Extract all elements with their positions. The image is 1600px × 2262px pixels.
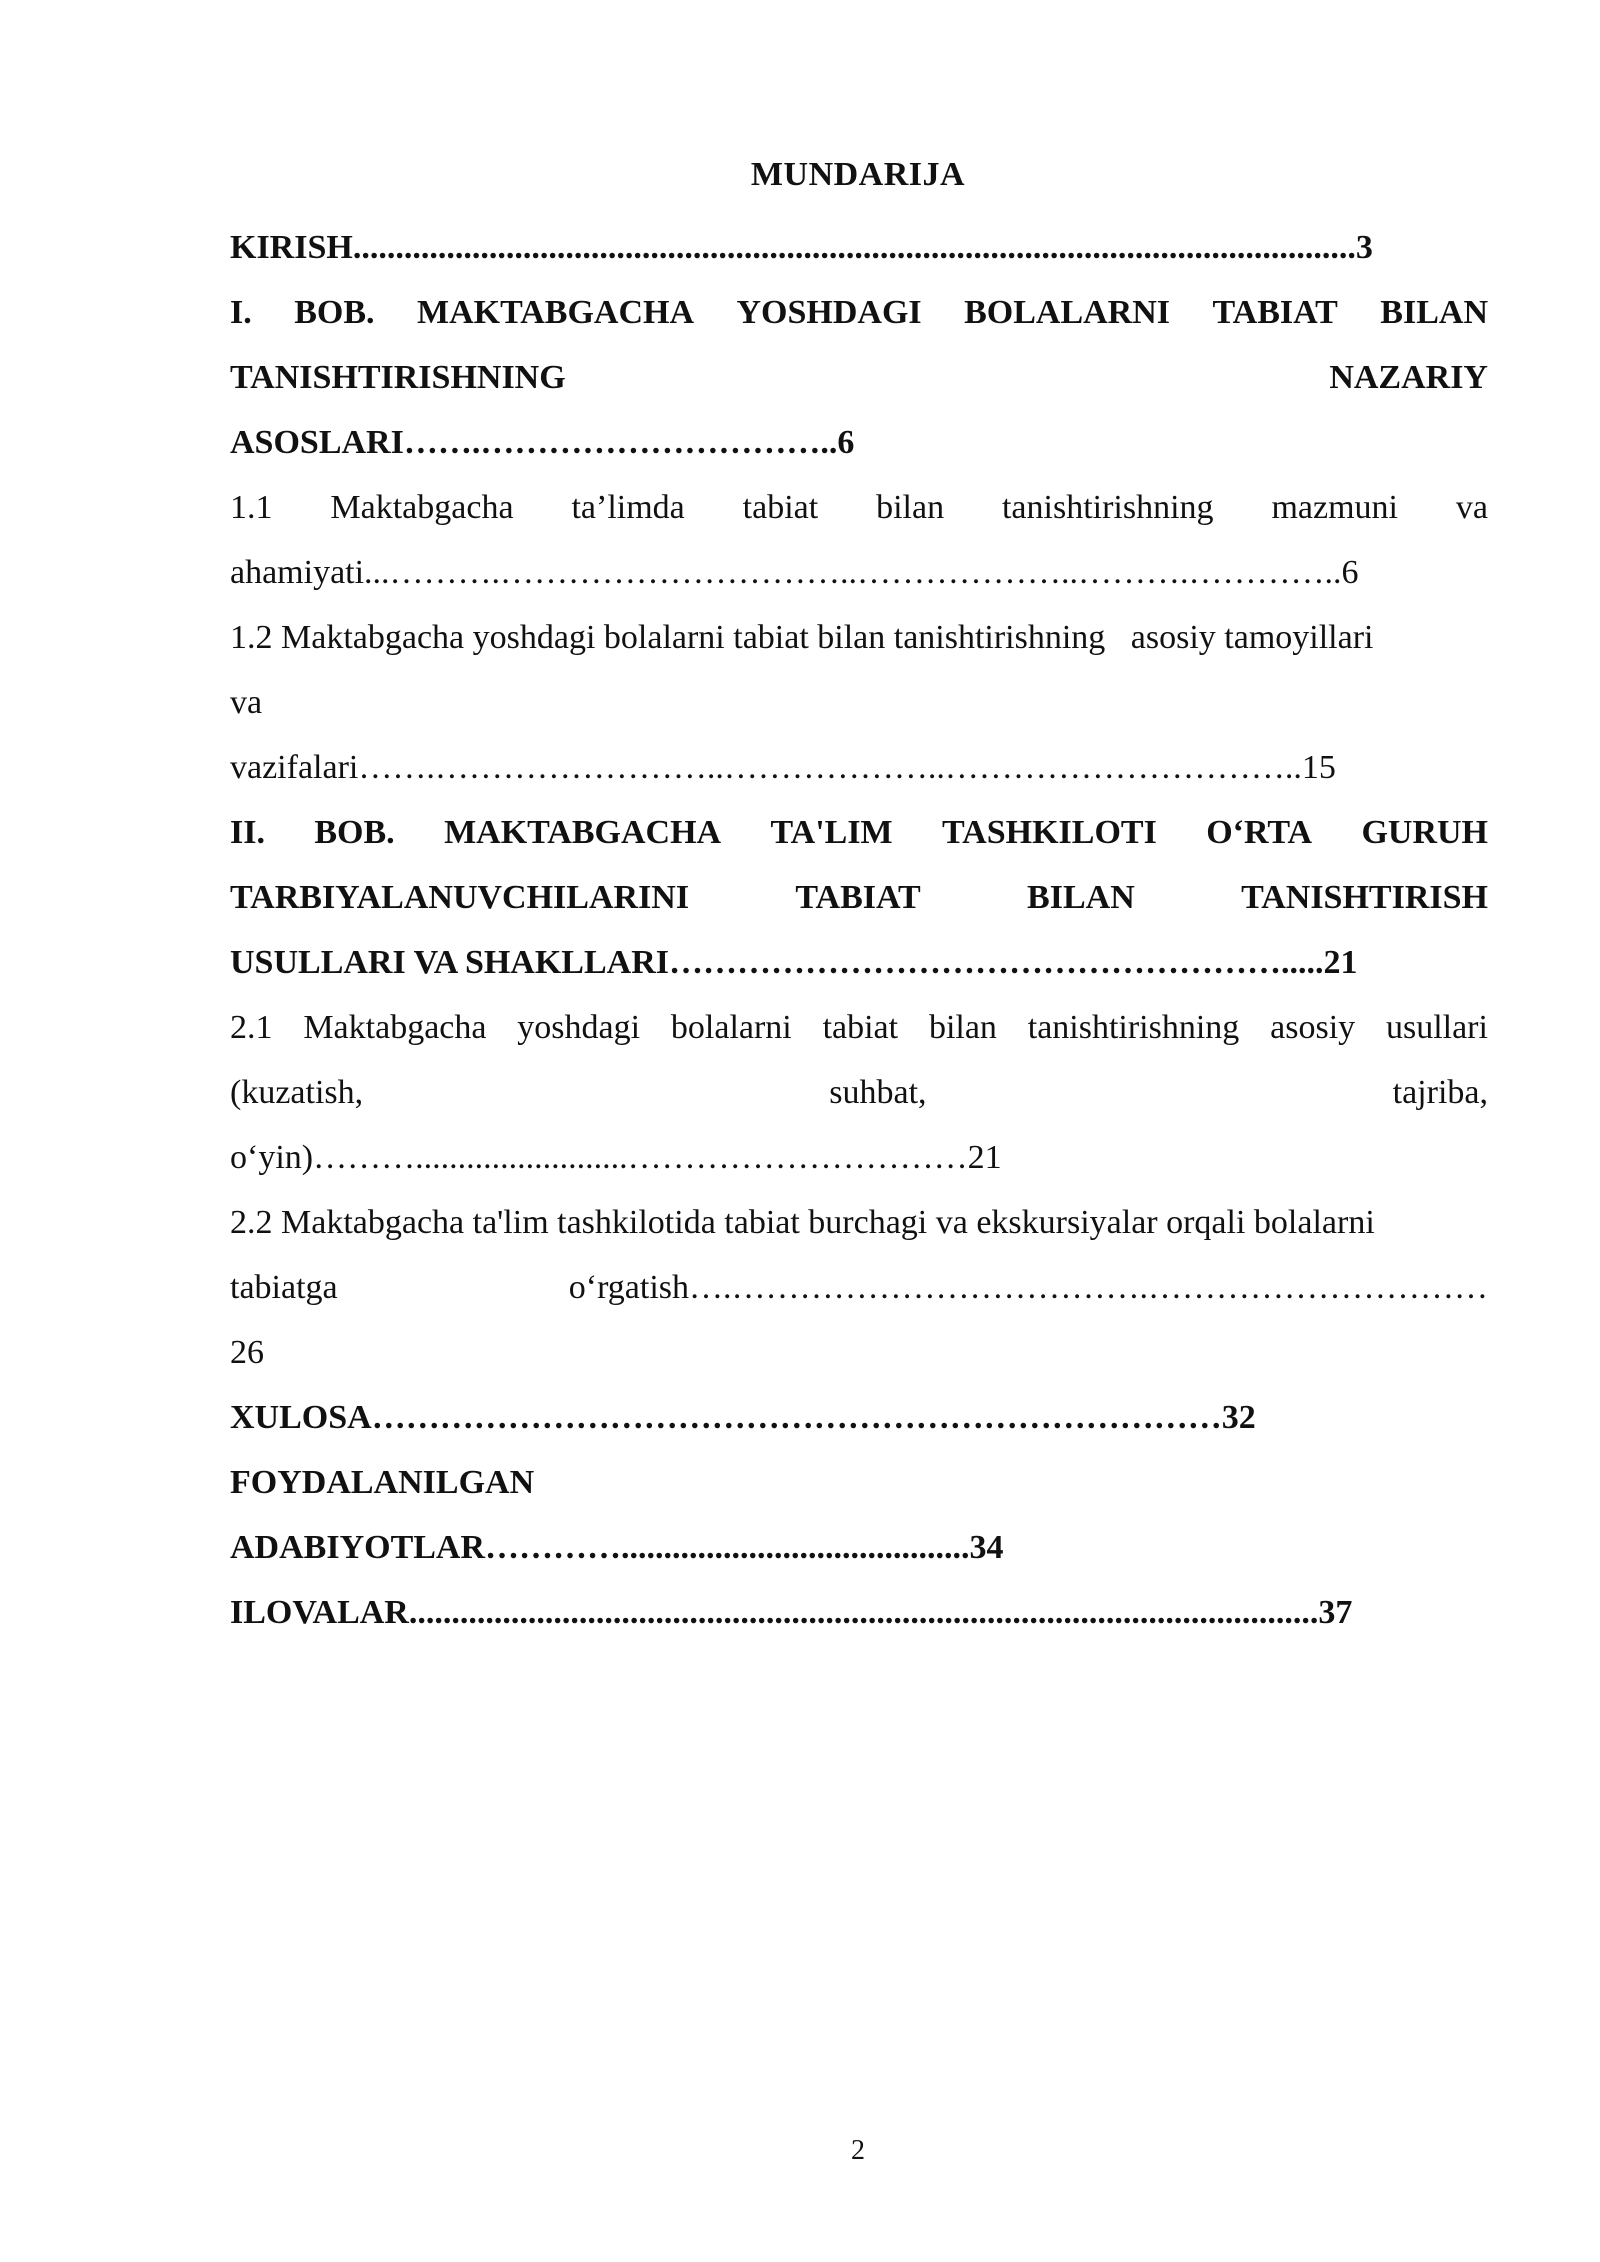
page-title: MUNDARIJA (750, 156, 966, 193)
toc-word: BOB. (294, 294, 375, 331)
page-number: 2 (851, 2135, 865, 2166)
toc-word: MAKTABGACHA (444, 814, 722, 851)
toc-entry-xulosa: XULOSA…………………………………………………………………32 (230, 1399, 1256, 1436)
toc-word: tabiat (742, 489, 819, 526)
toc-word: BOLALARNI (964, 294, 1171, 331)
toc-word: bilan (876, 489, 945, 526)
toc-entry-section-1-2-line-2: va (230, 684, 263, 721)
toc-word: tabiatga (230, 1269, 338, 1306)
toc-word: BILAN (1027, 879, 1135, 916)
toc-entry-section-2-1-line-2 (230, 1060, 1488, 1125)
toc-entry-chapter-1-line-1 (230, 280, 1488, 345)
toc-word: bolalarni (670, 1009, 792, 1046)
toc-word: tanishtirishning (1027, 1009, 1240, 1046)
toc-entry-section-2-1-line-1 (230, 995, 1488, 1060)
toc-word: (kuzatish, (230, 1074, 364, 1111)
toc-entry-chapter-2-line-1 (230, 800, 1488, 865)
toc-word: asosiy (1270, 1009, 1356, 1046)
toc-word: Maktabgacha (303, 1009, 487, 1046)
toc-entry-section-1-1-line-1 (230, 475, 1488, 540)
toc-word: ta’limda (571, 489, 685, 526)
toc-entry-section-2-2-line-1: 2.2 Maktabgacha ta'lim tashkilotida tabiat burchagi va ekskursiyalar orqali bolalarni (230, 1204, 1375, 1241)
toc-entry-kirish: KIRISH......................................................................................................................3 (230, 229, 1373, 266)
toc-word: TABIAT (1212, 294, 1338, 331)
toc-word: bilan (928, 1009, 997, 1046)
table-of-contents (230, 215, 1488, 1645)
toc-word: TABIAT (795, 879, 921, 916)
toc-word: TANISHTIRISH (1241, 879, 1488, 916)
toc-word: TARBIYALANUVCHILARINI (230, 879, 690, 916)
toc-entry-chapter-1-line-2 (230, 345, 1488, 410)
toc-entry-foydalanilgan: FOYDALANILGAN (230, 1464, 535, 1501)
toc-word: suhbat, (829, 1074, 927, 1111)
toc-word: tanishtirishning (1001, 489, 1214, 526)
toc-word: yoshdagi (517, 1009, 641, 1046)
toc-word: 2.1 (230, 1009, 273, 1046)
toc-word: TA'LIM (770, 814, 893, 851)
toc-entry-adabiyotlar: ADABIYOTLAR………….........................................34 (230, 1529, 1004, 1566)
toc-word: BILAN (1380, 294, 1488, 331)
toc-entry-chapter-2-line-2 (230, 865, 1488, 930)
toc-word: Maktabgacha (330, 489, 514, 526)
toc-entry-section-2-1-line-3: o‘yin)……….........................…………………………21 (230, 1139, 1002, 1176)
toc-word: 1.1 (230, 489, 273, 526)
toc-word: va (1455, 489, 1488, 526)
toc-entry-chapter-2-line-3: USULLARI VA SHAKLLARI……………………………………………….....21 (230, 944, 1358, 981)
toc-entry-section-1-2-line-1: 1.2 Maktabgacha yoshdagi bolalarni tabiat bilan tanishtirishning asosiy tamoyillari (230, 619, 1374, 656)
toc-word: tajriba, (1392, 1074, 1488, 1111)
toc-word: usullari (1385, 1009, 1488, 1046)
toc-word: NAZARIY (1329, 359, 1488, 396)
toc-word: MAKTABGACHA (416, 294, 695, 331)
toc-word: TANISHTIRISHNING (230, 359, 566, 396)
toc-word: mazmuni (1271, 489, 1398, 526)
toc-entry-section-2-2-line-2 (230, 1255, 1488, 1320)
toc-word: I. (230, 294, 252, 331)
toc-word: BOB. (314, 814, 395, 851)
toc-word: YOSHDAGI (736, 294, 922, 331)
toc-entry-section-1-2-line-3: vazifalari…….……………………..………………..…………………………..15 (230, 749, 1336, 786)
toc-word: II. (230, 814, 265, 851)
toc-entry-section-2-2-line-3: 26 (230, 1334, 264, 1371)
toc-entry-section-1-1-line-2: ahamiyati...……….…………………………..………………..……….…………..6 (230, 554, 1359, 591)
toc-word: tabiat (822, 1009, 899, 1046)
toc-word: GURUH (1361, 814, 1488, 851)
toc-word: o‘rgatish….……………………………….………………………… (568, 1269, 1488, 1306)
toc-entry-ilovalar: ILOVALAR...........................................................................................................37 (230, 1594, 1353, 1631)
toc-entry-chapter-1-line-3: ASOSLARI…….…………………………..6 (230, 424, 855, 461)
toc-word: TASHKILOTI (942, 814, 1157, 851)
toc-word: O‘RTA (1206, 814, 1313, 851)
